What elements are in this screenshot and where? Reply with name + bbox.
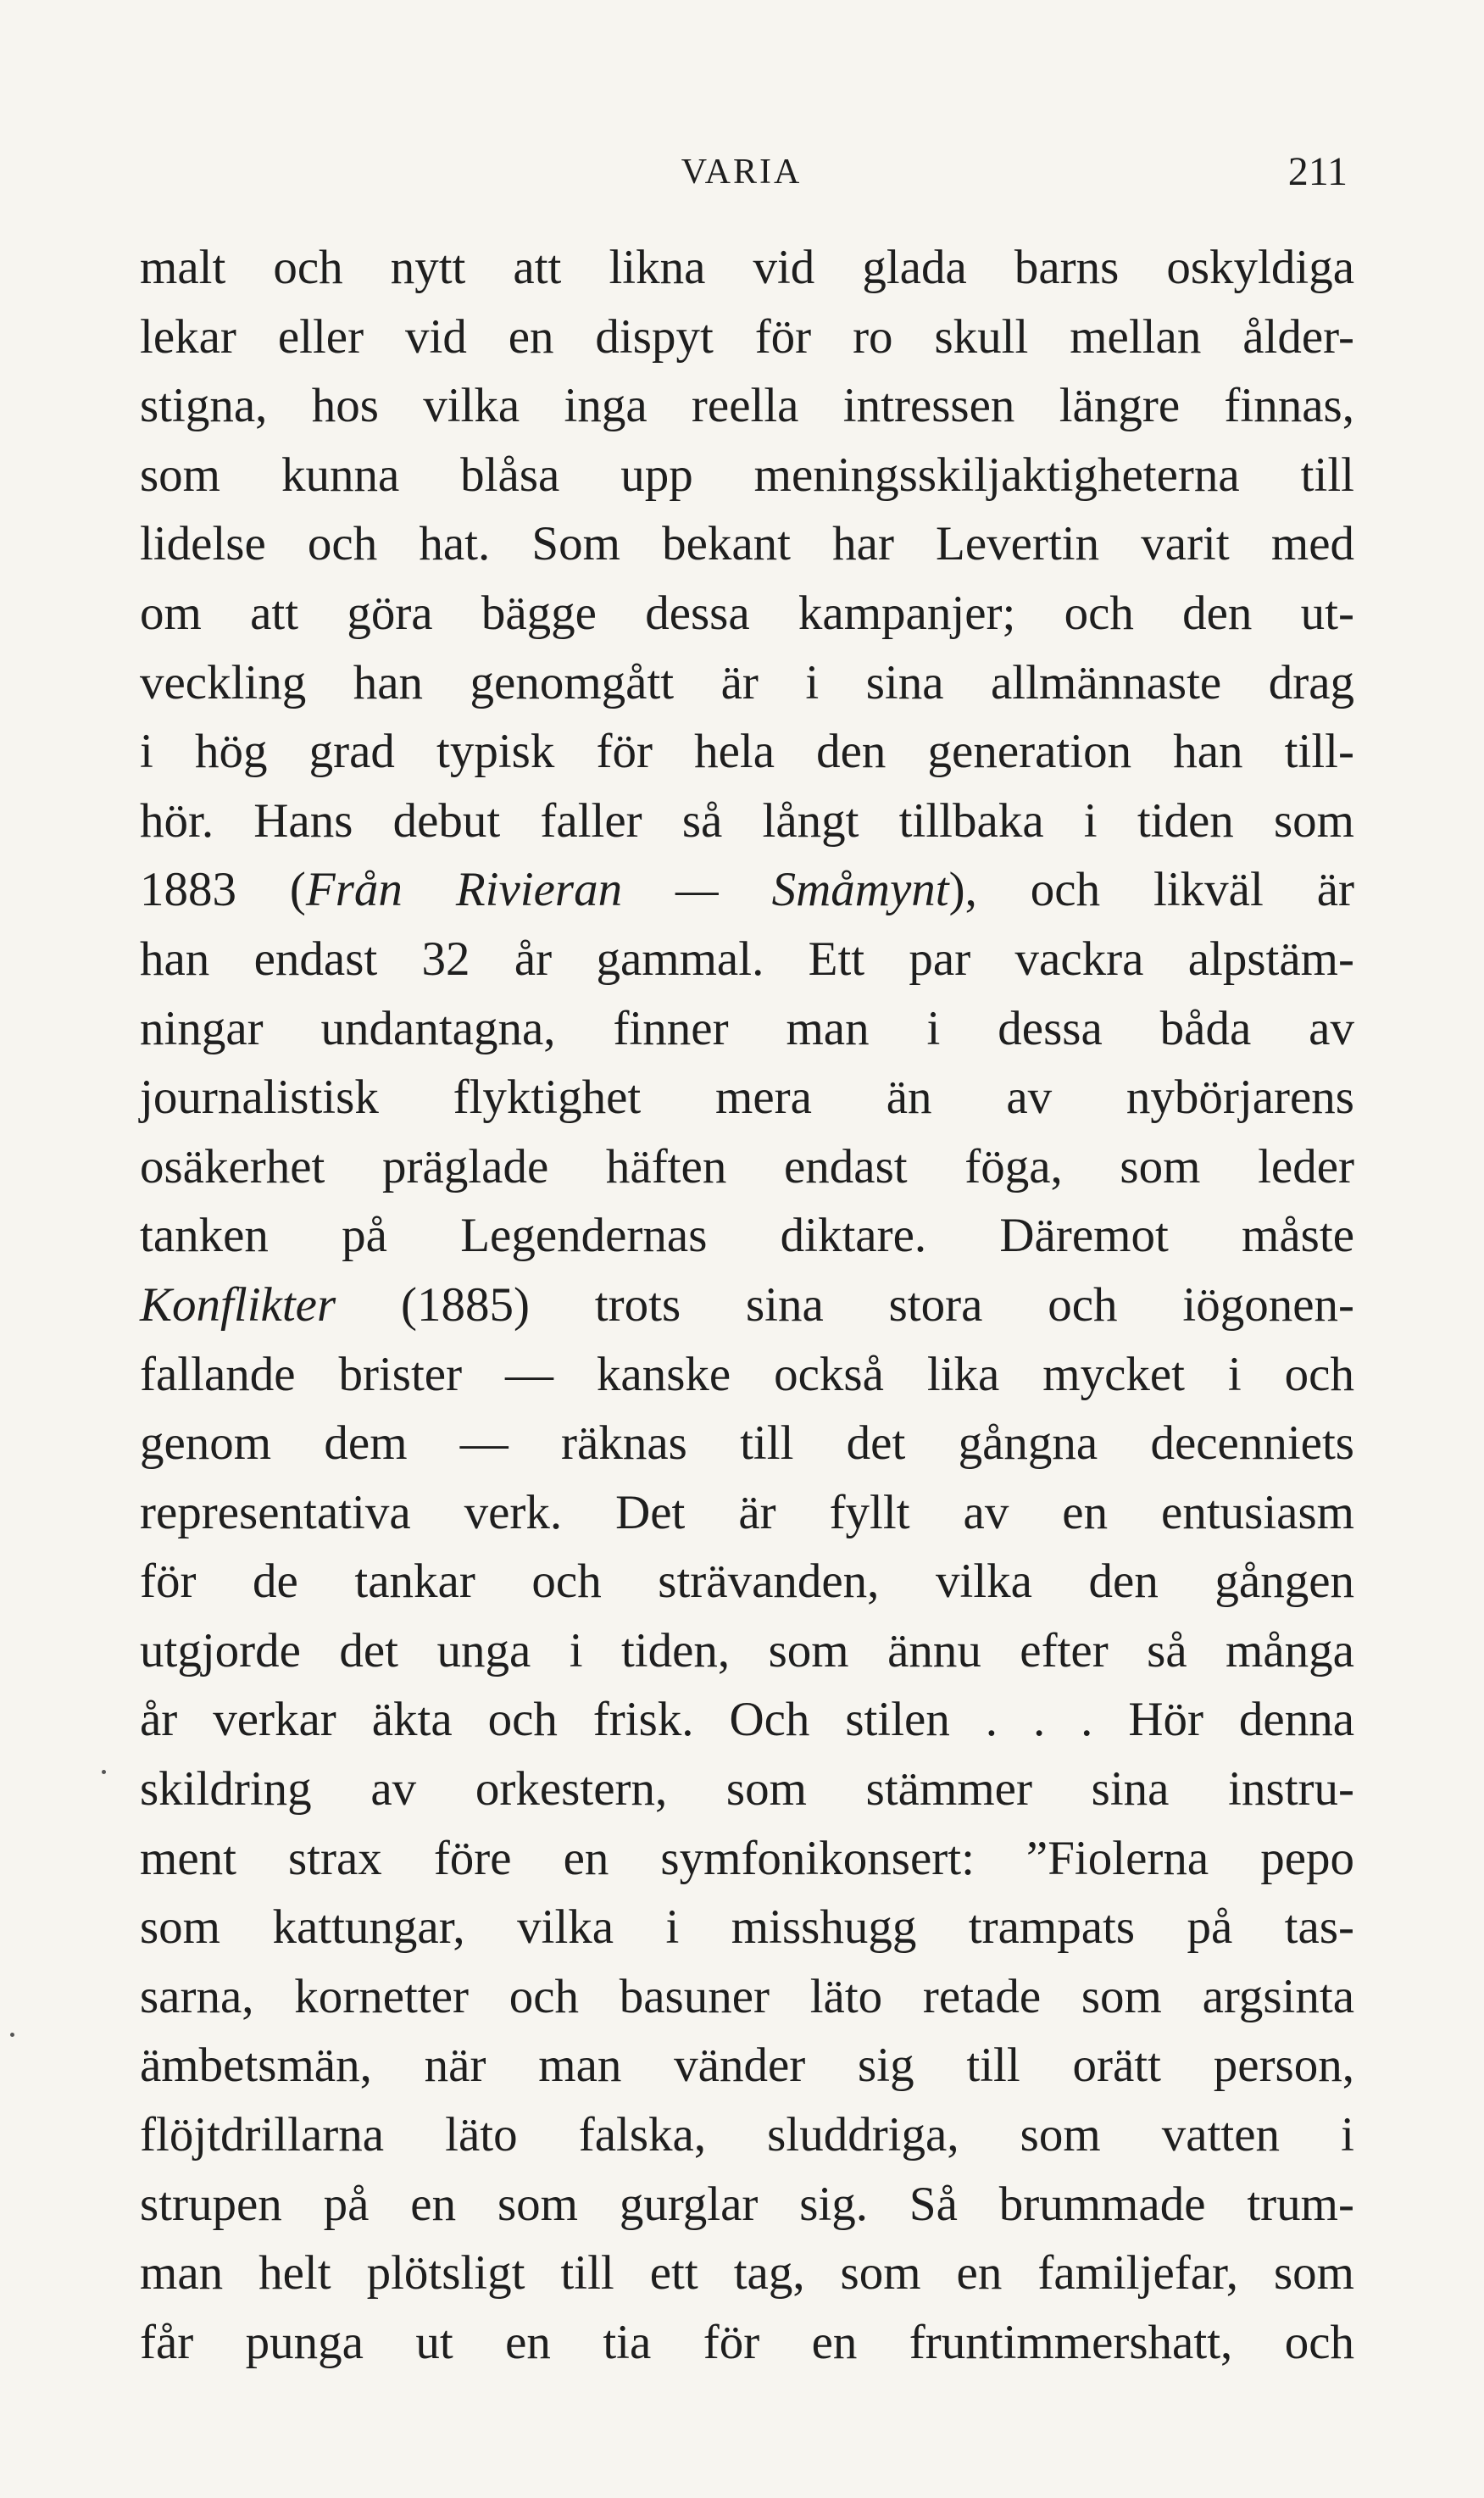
text-segment: ningar undantagna, finner man i dessa båda av xyxy=(140,1001,1354,1055)
text-segment: genom dem — räknas till det gångna decenniets xyxy=(140,1416,1354,1471)
text-segment: han endast 32 år gammal. Ett par vackra alpstäm- xyxy=(140,932,1354,986)
text-segment: sarna, kornetter och basuner läto retade som argsinta xyxy=(140,1969,1354,2023)
text-line xyxy=(140,2100,1354,2170)
text-line xyxy=(140,1547,1354,1616)
text-segment: journalistisk flyktighet mera än av nybörjarens xyxy=(140,1071,1354,1125)
text-line xyxy=(140,579,1354,648)
text-segment: 1883 ( xyxy=(140,863,306,917)
paper-speck xyxy=(10,2033,14,2037)
text-segment: år verkar äkta och frisk. Och stilen . . . Hör denna xyxy=(140,1693,1354,1747)
running-title: VARIA xyxy=(681,153,803,192)
text-segment: lidelse och hat. Som bekant har Levertin varit med xyxy=(140,517,1354,571)
text-segment: ment strax före en symfonikonsert: ”Fiolerna pepo xyxy=(140,1831,1354,1885)
text-line xyxy=(140,1132,1354,1202)
text-line xyxy=(140,1824,1354,1894)
text-line xyxy=(140,925,1354,994)
text-segment: ), och likväl är xyxy=(948,863,1355,917)
text-segment: ämbetsmän, när man vänder sig till orätt person, xyxy=(140,2039,1354,2093)
text-line xyxy=(140,233,1354,303)
text-segment: som kattungar, vilka i misshugg trampats på tas- xyxy=(140,1900,1354,1955)
text-line xyxy=(140,1409,1354,1478)
text-segment: om att göra bägge dessa kampanjer; och den ut- xyxy=(140,586,1354,640)
text-line xyxy=(140,855,1354,925)
text-segment: får punga ut en tia för en fruntimmershatt, och xyxy=(140,2315,1354,2369)
text-line xyxy=(140,787,1354,856)
text-line xyxy=(140,1685,1354,1755)
text-segment: strupen på en som gurglar sig. Så brummade trum- xyxy=(140,2177,1354,2231)
text-line xyxy=(140,717,1354,787)
text-segment: utgjorde det unga i tiden, som ännu efter så många xyxy=(140,1623,1354,1677)
text-line xyxy=(140,2170,1354,2239)
text-segment: flöjtdrillarna läto falska, sluddriga, som vatten i xyxy=(140,2108,1354,2162)
text-line xyxy=(140,2239,1354,2308)
text-line xyxy=(140,994,1354,1064)
body-text xyxy=(140,233,1354,2377)
text-segment: malt och nytt att likna vid glada barns oskyldiga xyxy=(140,241,1354,294)
text-segment: veckling han genomgått är i sina allmännaste drag xyxy=(140,655,1354,709)
text-line xyxy=(140,1893,1354,1962)
text-line xyxy=(140,1063,1354,1132)
text-segment: man helt plötsligt till ett tag, som en familjefar, som xyxy=(140,2246,1354,2300)
text-segment: representativa verk. Det är fyllt av en entusiasm xyxy=(140,1485,1354,1539)
text-line xyxy=(140,509,1354,579)
text-line xyxy=(140,1478,1354,1548)
text-segment: skildring av orkestern, som stämmer sina instru- xyxy=(140,1762,1354,1816)
text-line xyxy=(140,2308,1354,2378)
text-segment: i hög grad typisk för hela den generation han till- xyxy=(140,725,1354,779)
text-segment: stigna, hos vilka inga reella intressen längre finnas, xyxy=(140,379,1354,433)
text-segment: hör. Hans debut faller så långt tillbaka i tiden som xyxy=(140,793,1354,848)
text-segment: osäkerhet präglade häften endast föga, som leder xyxy=(140,1139,1354,1193)
text-line xyxy=(140,1271,1354,1340)
italic-title: Konflikter xyxy=(140,1277,336,1332)
text-line xyxy=(140,303,1354,372)
text-segment: för de tankar och strävanden, vilka den gången xyxy=(140,1555,1354,1609)
text-line xyxy=(140,441,1354,510)
text-line xyxy=(140,371,1354,441)
text-line xyxy=(140,1340,1354,1410)
text-segment: (1885) trots sina stora och iögonen- xyxy=(336,1277,1354,1332)
text-segment: lekar eller vid en dispyt för ro skull mellan ålder- xyxy=(140,309,1354,364)
page-number: 211 xyxy=(1287,149,1348,194)
text-segment: tanken på Legendernas diktare. Däremot måste xyxy=(140,1209,1354,1263)
text-line xyxy=(140,1962,1354,2032)
text-segment: fallande brister — kanske också lika mycket i och xyxy=(140,1347,1354,1401)
text-line xyxy=(140,648,1354,718)
text-line xyxy=(140,1755,1354,1824)
italic-title: Från Rivieran — Småmynt xyxy=(305,863,949,917)
text-line xyxy=(140,2031,1354,2100)
text-line xyxy=(140,1201,1354,1271)
text-line xyxy=(140,1616,1354,1686)
page-header xyxy=(136,142,1348,202)
text-segment: som kunna blåsa upp meningsskiljaktigheterna till xyxy=(140,448,1354,502)
paper-speck xyxy=(102,1770,106,1774)
